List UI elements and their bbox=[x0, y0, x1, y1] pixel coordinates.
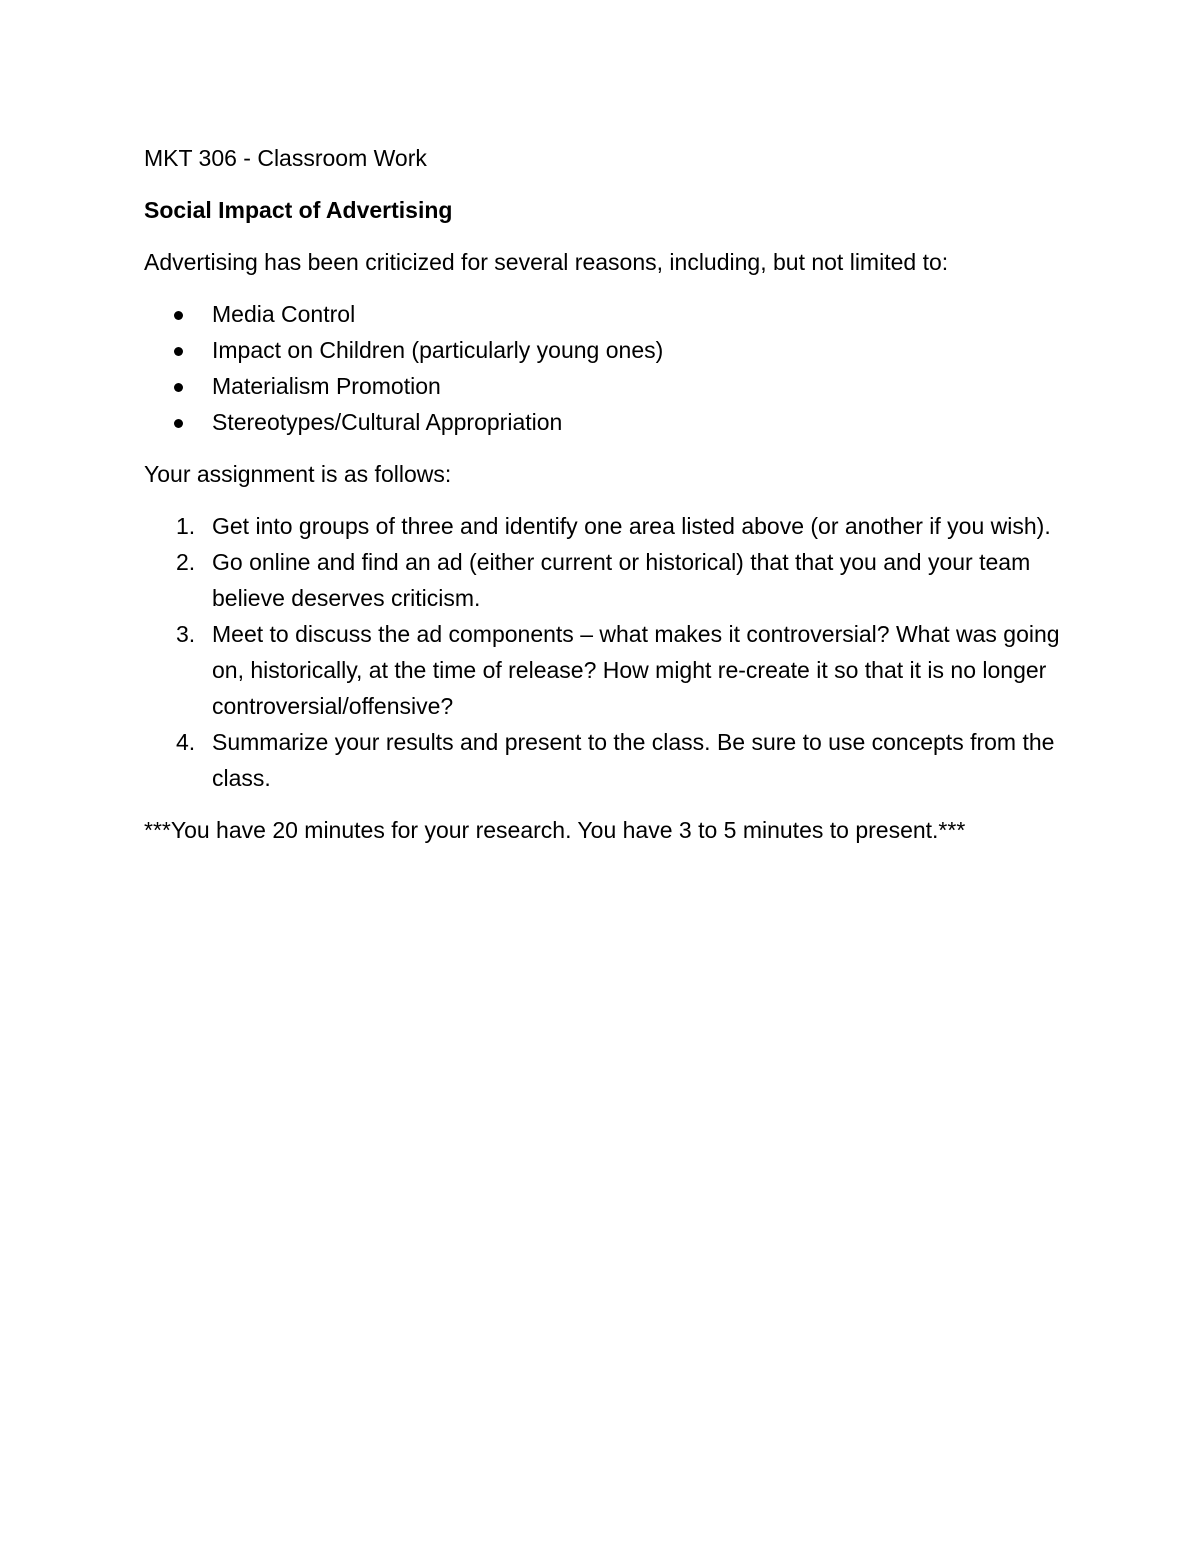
bullet-icon bbox=[174, 347, 183, 356]
criticism-label: Impact on Children (particularly young ones) bbox=[212, 337, 664, 363]
step-text: Meet to discuss the ad components – what makes it controversial? What was going on, historically, at the time of release? How might re-create it so that it is no longer controversial/offensive? bbox=[212, 621, 1060, 719]
criticism-label: Media Control bbox=[212, 301, 356, 327]
section-heading: Social Impact of Advertising bbox=[144, 197, 453, 223]
criticism-item bbox=[144, 332, 1074, 368]
steps-list bbox=[144, 508, 1074, 796]
criticism-list bbox=[144, 296, 1074, 440]
document-page bbox=[144, 140, 1074, 848]
criticism-label: Materialism Promotion bbox=[212, 373, 441, 399]
bullet-icon bbox=[174, 419, 183, 428]
course-title: MKT 306 - Classroom Work bbox=[144, 145, 427, 171]
intro-text: Advertising has been criticized for several reasons, including, but not limited to: bbox=[144, 249, 949, 275]
bullet-icon bbox=[174, 311, 183, 320]
step-text: Summarize your results and present to the class. Be sure to use concepts from the class. bbox=[212, 729, 1055, 791]
step-number: 3. bbox=[176, 621, 196, 647]
step-number: 2. bbox=[176, 549, 196, 575]
bullet-icon bbox=[174, 383, 183, 392]
step-text: Get into groups of three and identify one area listed above (or another if you wish). bbox=[212, 513, 1051, 539]
closing-note: ***You have 20 minutes for your research. You have 3 to 5 minutes to present.*** bbox=[144, 817, 966, 843]
criticism-item bbox=[144, 404, 1074, 440]
criticism-item bbox=[144, 296, 1074, 332]
assignment-intro: Your assignment is as follows: bbox=[144, 461, 452, 487]
step-number: 4. bbox=[176, 729, 196, 755]
step-item bbox=[144, 544, 1074, 616]
step-item bbox=[144, 616, 1074, 724]
criticism-item bbox=[144, 368, 1074, 404]
step-item bbox=[144, 508, 1074, 544]
step-text: Go online and find an ad (either current or historical) that that you and your team believe deserves criticism. bbox=[212, 549, 1031, 611]
step-item bbox=[144, 724, 1074, 796]
criticism-label: Stereotypes/Cultural Appropriation bbox=[212, 409, 563, 435]
step-number: 1. bbox=[176, 513, 196, 539]
